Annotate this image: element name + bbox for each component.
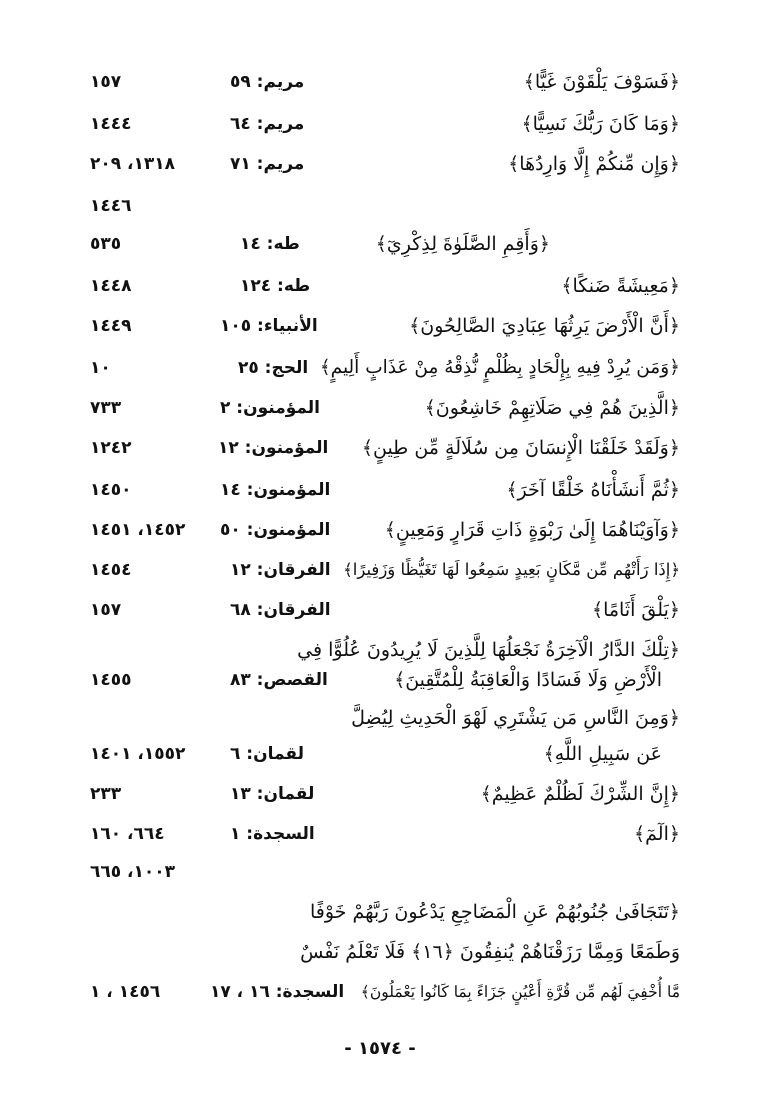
verse-text: ﴿يَلْقَ أَثَامًا﴾ — [591, 599, 680, 621]
verse-text: عَن سَبِيلِ اللَّهِ﴾ — [543, 743, 662, 765]
surah-reference: المؤمنون: ٥٠ — [220, 520, 331, 540]
index-entry — [60, 472, 680, 512]
index-entry — [60, 430, 680, 470]
verse-text: ﴿فَسَوْفَ يَلْقَوْنَ غَيًّا﴾ — [523, 71, 680, 93]
index-entry — [60, 350, 680, 390]
verse-text: ﴿وَمَن يُرِدْ فِيهِ بِإِلْحَادٍ بِظُلْمٍ نُّذِقْهُ مِنْ عَذَابٍ أَلِيمٍ﴾ — [319, 357, 680, 378]
index-entry — [60, 974, 680, 1014]
page-references: ٦٦٤، ١٦٠ — [90, 824, 165, 844]
page-references: ١٤٥٤ — [90, 560, 132, 580]
index-entry — [60, 662, 680, 702]
surah-reference: المؤمنون: ٢ — [220, 398, 321, 418]
verse-text: ﴿إِذَا رَأَتْهُم مِّن مَّكَانٍ بَعِيدٍ سَمِعُوا لَهَا تَغَيُّظًا وَزَفِيرًا﴾ — [343, 560, 680, 579]
surah-reference: طه: ١٢٤ — [240, 276, 311, 296]
verse-text: ﴿مَعِيشَةً ضَنكًا﴾ — [561, 275, 680, 297]
verse-text: الْأَرْضِ وَلَا فَسَادًا وَالْعَاقِبَةُ لِلْمُتَّقِينَ﴾ — [394, 669, 662, 691]
page-references: ١٤٤٨ — [90, 276, 132, 296]
verse-text: مَّا أُخْفِيَ لَهُم مِّن قُرَّةِ أَعْيُنٍ جَزَاءً بِمَا كَانُوا يَعْمَلُونَ﴾ — [360, 983, 680, 1001]
page-references: ١٢٤٢ — [90, 438, 132, 458]
surah-reference: المؤمنون: ١٤ — [220, 480, 331, 500]
page-number: - ١٥٧٤ - — [344, 1038, 416, 1059]
surah-reference: الأنبياء: ١٠٥ — [220, 316, 318, 336]
verse-text: ﴿وَمِنَ النَّاسِ مَن يَشْتَرِي لَهْوَ الْحَدِيثِ لِيُضِلَّ — [351, 707, 680, 729]
page-references: ١٥٧ — [90, 600, 122, 620]
page-references: ١٥٥٢، ١٤٠١ — [90, 744, 186, 764]
index-entry — [60, 552, 680, 592]
index-entry — [60, 308, 680, 348]
page-references: ١٤٤٦ — [90, 196, 132, 216]
index-entry — [60, 894, 680, 934]
index-entry — [60, 64, 680, 104]
verse-text: وَطَمَعًا وَمِمَّا رَزَقْنَاهُمْ يُنفِقُونَ ﴿١٦﴾ فَلَا تَعْلَمُ نَفْسٌ — [300, 941, 680, 963]
index-entry — [60, 592, 680, 632]
verse-text: ﴿الَّذِينَ هُمْ فِي صَلَاتِهِمْ خَاشِعُونَ﴾ — [424, 397, 680, 419]
index-entry — [60, 188, 680, 228]
verse-text: ﴿إِنَّ الشِّرْكَ لَظُلْمٌ عَظِيمٌ﴾ — [480, 783, 680, 805]
page-references: ١٤٥٠ — [90, 480, 132, 500]
surah-reference: لقمان: ١٣ — [230, 784, 315, 804]
page-references: ١٤٥٥ — [90, 670, 132, 690]
surah-reference: مريم: ٥٩ — [230, 72, 305, 92]
verse-text: ﴿وَلَقَدْ خَلَقْنَا الْإِنسَانَ مِن سُلَالَةٍ مِّن طِينٍ﴾ — [361, 437, 680, 459]
index-entry — [60, 934, 680, 974]
surah-reference: لقمان: ٦ — [230, 744, 305, 764]
index-entry — [60, 854, 680, 894]
verse-text: ﴿وَمَا كَانَ رَبُّكَ نَسِيًّا﴾ — [521, 113, 680, 135]
index-entry — [60, 700, 680, 740]
surah-reference: السجدة: ١ — [230, 824, 315, 844]
page-references: ٥٣٥ — [90, 234, 122, 254]
page-references: ٧٣٣ — [90, 398, 122, 418]
page-references: ١٥٧ — [90, 72, 122, 92]
page-references: ٢٣٣ — [90, 784, 122, 804]
page-references: ١٠ — [90, 358, 111, 378]
page-references: ١٤٥٦ ، ١ — [90, 982, 161, 1002]
surah-reference: طه: ١٤ — [240, 234, 300, 254]
verse-text: ﴿ثُمَّ أَنشَأْنَاهُ خَلْقًا آخَرَ﴾ — [506, 479, 680, 501]
surah-reference: السجدة: ١٦ ، ١٧ — [210, 982, 345, 1002]
surah-reference: القصص: ٨٣ — [230, 670, 328, 690]
index-entry — [60, 512, 680, 552]
verse-text: ﴿وَأَقِمِ الصَّلَوٰةَ لِذِكْرِيٓ﴾ — [375, 233, 550, 255]
surah-reference: مريم: ٧١ — [230, 154, 305, 174]
surah-reference: الفرقان: ١٢ — [230, 560, 331, 580]
surah-reference: المؤمنون: ١٢ — [218, 438, 329, 458]
index-entry — [60, 106, 680, 146]
page-references: ١٤٤٤ — [90, 114, 132, 134]
surah-reference: الفرقان: ٦٨ — [230, 600, 331, 620]
index-entry — [60, 226, 680, 266]
page-references: ١٠٠٣، ٦٦٥ — [90, 862, 176, 882]
verse-text: ﴿وَإِن مِّنكُمْ إِلَّا وَارِدُهَا﴾ — [508, 153, 680, 175]
index-entry — [60, 816, 680, 856]
verse-text: ﴿الٓمٓ﴾ — [634, 823, 680, 845]
page-references: ١٤٥٢، ١٤٥١ — [90, 520, 186, 540]
verse-text: ﴿تَتَجَافَىٰ جُنُوبُهُمْ عَنِ الْمَضَاجِعِ يَدْعُونَ رَبَّهُمْ خَوْفًا — [310, 901, 680, 923]
page-references: ١٣١٨، ٢٠٩ — [90, 154, 176, 174]
index-entry — [60, 736, 680, 776]
index-entry — [60, 776, 680, 816]
index-entry — [60, 390, 680, 430]
surah-reference: مريم: ٦٤ — [230, 114, 305, 134]
surah-reference: الحج: ٢٥ — [238, 358, 309, 378]
verse-text: ﴿وَآوَيْنَاهُمَا إِلَىٰ رَبْوَةٍ ذَاتِ قَرَارٍ وَمَعِينٍ﴾ — [384, 519, 680, 541]
verse-text: ﴿أَنَّ الْأَرْضَ يَرِثُهَا عِبَادِيَ الصَّالِحُونَ﴾ — [409, 315, 680, 337]
index-entry — [60, 146, 680, 186]
index-entry — [60, 268, 680, 308]
verse-text: ﴿تِلْكَ الدَّارُ الْآخِرَةُ نَجْعَلُهَا لِلَّذِينَ لَا يُرِيدُونَ عُلُوًّا فِي — [297, 639, 680, 661]
page-references: ١٤٤٩ — [90, 316, 132, 336]
